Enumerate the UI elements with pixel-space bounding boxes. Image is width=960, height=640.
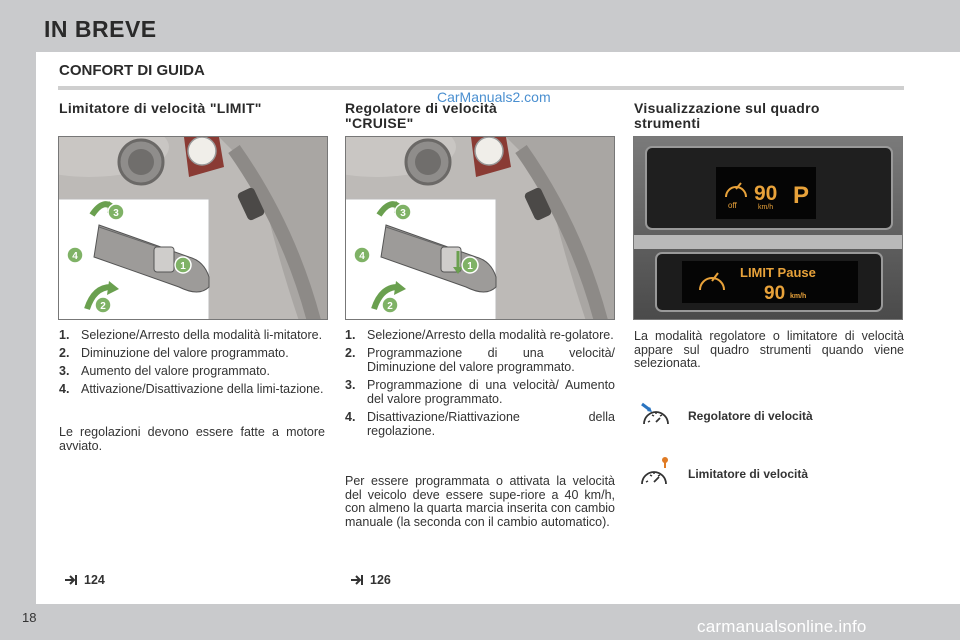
limit-steps-list (59, 328, 325, 400)
list-item (59, 364, 325, 378)
page-ref-number: 126 (370, 573, 391, 587)
item-text: Aumento del valore programmato. (81, 364, 270, 378)
cruise-heading-line2: "CRUISE" (345, 115, 414, 131)
limit-note: Le regolazioni devono essere fatte a motore avviato. (59, 425, 325, 453)
limit-stalk-illustration (58, 136, 328, 320)
item-number: 4. (59, 382, 70, 396)
page-ref-arrow-icon (350, 574, 364, 586)
cruise-heading-line1: Regolatore di velocità (345, 100, 498, 116)
item-number: 4. (345, 410, 356, 424)
cruise-stalk-illustration (345, 136, 615, 320)
top-screen-unit: km/h (758, 204, 774, 211)
steering-stalk-image (59, 137, 328, 320)
top-screen-gear: P (793, 182, 810, 209)
list-item (59, 382, 325, 396)
callout-1: 1 (467, 261, 473, 272)
page-ref-number: 124 (84, 573, 105, 587)
list-item (345, 346, 615, 374)
legend-label: Regolatore di velocità (688, 409, 813, 423)
legend-limiter (638, 456, 808, 492)
cruise-page-ref[interactable] (350, 573, 391, 587)
top-screen-speed: 90 (754, 182, 778, 205)
limit-heading: Limitatore di velocità "LIMIT" (59, 100, 262, 116)
callout-1: 1 (180, 261, 186, 272)
section-title: CONFORT DI GUIDA (59, 62, 205, 79)
callout-4: 4 (359, 251, 365, 262)
item-text: Programmazione di una velocità/ Diminuzione del valore programmato. (367, 346, 615, 374)
list-item (345, 410, 615, 438)
page-title: IN BREVE (44, 16, 157, 42)
callout-4: 4 (72, 251, 78, 262)
legend-cruise (638, 398, 813, 434)
cruise-heading (345, 101, 497, 131)
legend-label: Limitatore di velocità (688, 467, 809, 481)
speed-limiter-icon (638, 456, 674, 492)
callout-3: 3 (113, 208, 119, 219)
callout-3: 3 (400, 208, 406, 219)
list-item (345, 328, 615, 342)
display-heading-line1: Visualizzazione sul quadro (634, 100, 820, 116)
display-description: La modalità regolatore o limitatore di velocità appare sul quadro strumenti quando viene selezionata. (634, 329, 904, 370)
bottom-screen-unit: km/h (790, 293, 807, 300)
page-ref-arrow-icon (64, 574, 78, 586)
instrument-display-illustration (633, 136, 903, 320)
cruise-steps-list (345, 328, 615, 442)
limit-page-ref[interactable] (64, 573, 105, 587)
cruise-control-icon (638, 398, 674, 434)
item-number: 2. (345, 346, 356, 360)
item-text: Selezione/Arresto della modalità li-mitatore. (81, 328, 323, 342)
item-text: Attivazione/Disattivazione della limi-tazione. (81, 382, 324, 396)
bottom-screen-status: LIMIT Pause (740, 265, 816, 280)
list-item (345, 378, 615, 406)
list-item (59, 346, 325, 360)
callout-2: 2 (100, 301, 106, 312)
display-heading-line2: strumenti (634, 115, 701, 131)
item-number: 1. (345, 328, 356, 342)
bottom-screen-speed: 90 (764, 283, 786, 304)
watermark-top: CarManuals2.com (437, 89, 551, 105)
item-number: 3. (59, 364, 70, 378)
display-heading (634, 101, 820, 131)
instrument-panel-image (634, 137, 903, 320)
steering-stalk-image (346, 137, 615, 320)
item-text: Programmazione di una velocità/ Aumento del valore programmato. (367, 378, 615, 406)
cruise-note: Per essere programmata o attivata la velocità del veicolo deve essere supe-riore a 40 km/h, con almeno la quarta marcia inserita con cambio manuale (la seconda con il cambio automatico). (345, 474, 615, 529)
item-number: 2. (59, 346, 70, 360)
item-text: Selezione/Arresto della modalità re-golatore. (367, 328, 614, 342)
item-number: 1. (59, 328, 70, 342)
callout-2: 2 (387, 301, 393, 312)
list-item (59, 328, 325, 342)
watermark-bottom: carmanualsonline.info (697, 617, 867, 636)
item-text: Disattivazione/Riattivazione della regolazione. (367, 410, 615, 438)
top-screen-off: off (728, 201, 737, 210)
item-number: 3. (345, 378, 356, 392)
page-number: 18 (22, 610, 37, 625)
item-text: Diminuzione del valore programmato. (81, 346, 289, 360)
